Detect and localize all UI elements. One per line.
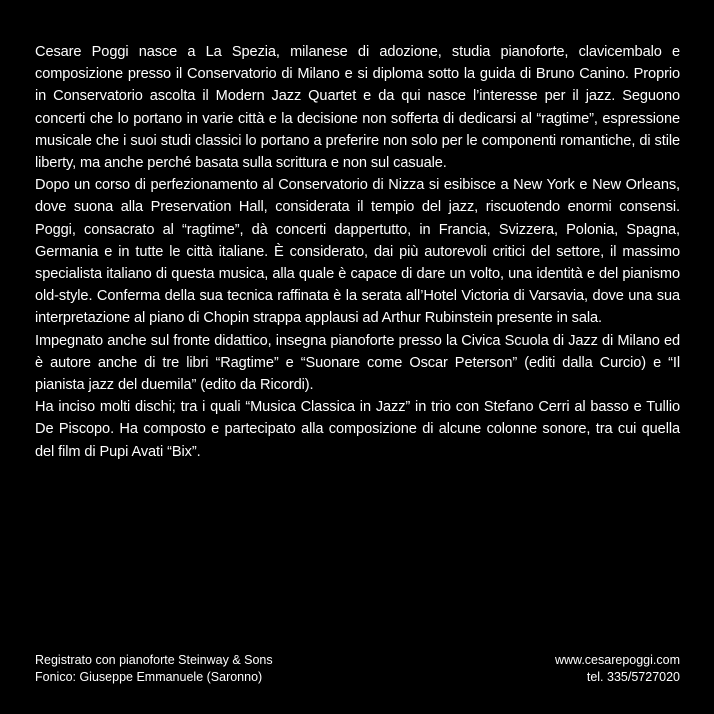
- contact-info: [555, 652, 680, 686]
- website-link[interactable]: www.cesarepoggi.com: [554, 653, 680, 667]
- recording-piano-credit: Registrato con pianoforte Steinway & Sons: [35, 653, 273, 667]
- biography-paragraph-1: Cesare Poggi nasce a La Spezia, milanese di adozione, studia pianoforte, clavicembalo e composizione presso il Conservatorio di Milano e si diploma sotto la guida di Bruno Canino. Proprio in Conservatorio ascolta il Modern Jazz Quartet e da qui nasce l’interesse per il jazz. Seguono concerti che lo portano in varie città e la decisione non sofferta di dedicarsi al “ragtime”, espressione musicale che i suoi studi classici lo portano a preferire non solo per le componenti romantiche, di stile liberty, ma anche perché basata sulla scrittura e non sul casuale.: [35, 44, 680, 172]
- sound-engineer-credit: Fonico: Giuseppe Emmanuele (Saronno): [35, 670, 263, 684]
- biography-paragraph-4: Ha inciso molti dischi; tra i quali “Musica Classica in Jazz” in trio con Stefano Cerri al basso e Tullio De Piscopo. Ha composto e partecipato alla composizione di alcune colonne sonore, tra cui quella del film di Pupi Avati “Bix”.: [35, 399, 680, 460]
- phone-number: tel. 335/5727020: [586, 670, 680, 684]
- biography-paragraph-2: Dopo un corso di perfezionamento al Conservatorio di Nizza si esibisce a New York e New Orleans, dove suona alla Preservation Hall, considerata il tempio del jazz, riscuotendo enormi consensi. Poggi, consacrato al “ragtime”, dà concerti dappertutto, in Francia, Svizzera, Polonia, Spagna, Germania e in tutte le città italiane. È considerato, dai più autorevoli critici del settore, il massimo specialista italiano di questa musica, alla quale è capace di dare un volto, una identità e del pianismo old-style. Conferma della sua tecnica raffinata è la serata all’Hotel Victoria di Varsavia, dove una sua interpretazione al piano di Chopin strappa applausi ad Arthur Rubinstein presente in sala.: [35, 177, 680, 327]
- biography-paragraph-3: Impegnato anche sul fronte didattico, insegna pianoforte presso la Civica Scuola di Jazz di Milano ed è autore anche di tre libri “Ragtime” e “Suonare come Oscar Peterson” (editi dalla Curcio) e “Il pianista jazz del duemila” (edito da Ricordi).: [35, 332, 680, 394]
- biography-text: [35, 41, 680, 463]
- recording-credits: [35, 652, 273, 686]
